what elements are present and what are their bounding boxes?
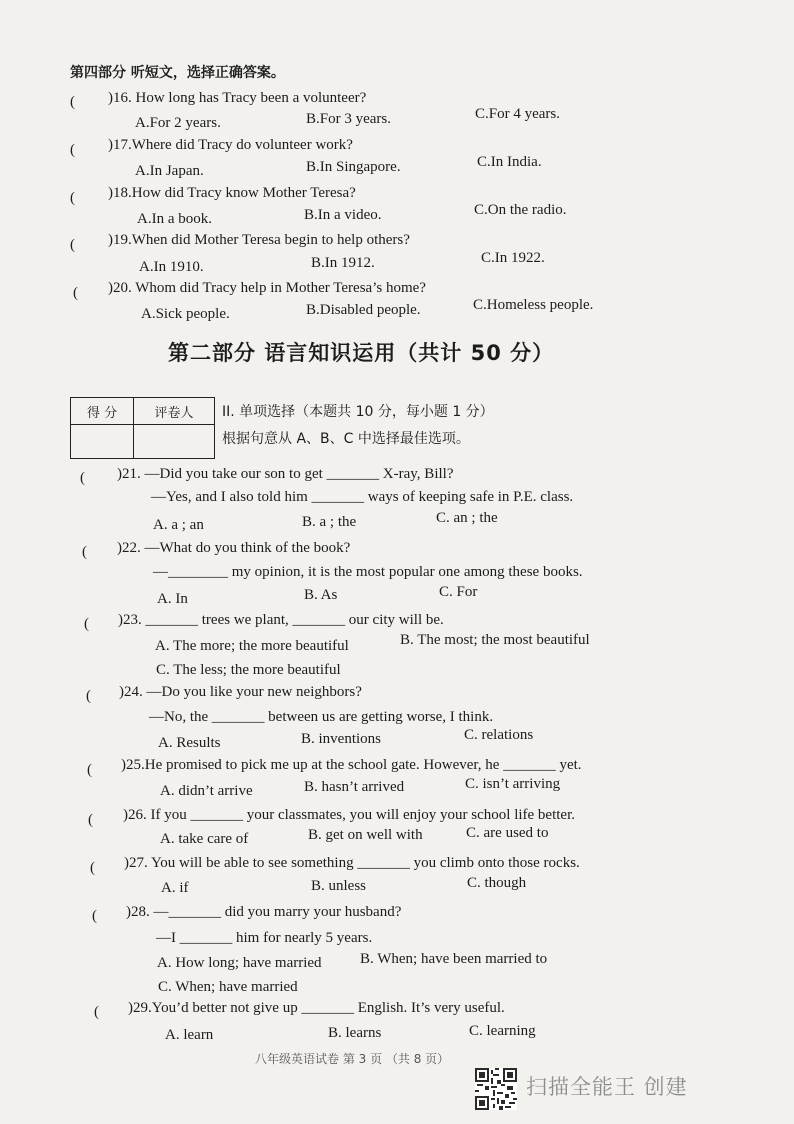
question-19-stem: )19.When did Mother Teresa begin to help others? (108, 232, 410, 248)
question-23-option-c: C. The less; the more beautiful (156, 662, 341, 678)
question-23-option-a: A. The more; the more beautiful (155, 638, 349, 654)
question-21-option-c: C. an ; the (436, 510, 498, 526)
question-25-option-b: B. hasn’t arrived (304, 779, 405, 795)
grader-cell (134, 425, 215, 459)
question-27-line1: )27. You will be able to see something _______ you climb onto those rocks. (124, 855, 580, 871)
question-24-option-c: C. relations (464, 727, 534, 743)
question-19-option-a: A.In 1910. (139, 259, 204, 275)
question-18-option-c: C.On the radio. (474, 202, 567, 218)
question-22-option-c: C. For (439, 584, 478, 600)
question-19-option-b: B.In 1912. (311, 255, 375, 271)
answer-paren: ( (82, 544, 87, 560)
answer-paren: ( (87, 762, 92, 778)
question-29-option-a: A. learn (165, 1027, 214, 1043)
question-27-option-c: C. though (467, 875, 527, 891)
question-18-option-a: A.In a book. (137, 211, 212, 227)
question-26-line1: )26. If you _______ your classmates, you will enjoy your school life better. (123, 807, 575, 823)
section2-heading: II. 单项选择（本题共 10 分，每小题 1 分） (222, 404, 494, 420)
score-table (70, 397, 215, 459)
answer-paren: ( (70, 142, 75, 158)
score-cell (71, 425, 134, 459)
question-27-option-a: A. if (161, 880, 189, 896)
question-26-option-c: C. are used to (466, 825, 549, 841)
question-25-option-a: A. didn’t arrive (160, 783, 253, 799)
question-24-option-b: B. inventions (301, 731, 382, 747)
question-25-line1: )25.He promised to pick me up at the school gate. However, he _______ yet. (121, 757, 582, 773)
question-16-option-a: A.For 2 years. (135, 115, 221, 131)
answer-paren: ( (90, 860, 95, 876)
page-footer: 八年级英语试卷 第 3 页 （共 8 页） (255, 1052, 450, 1066)
answer-paren: ( (94, 1004, 99, 1020)
question-28-option-b: B. When; have been married to (360, 951, 548, 967)
question-25-option-c: C. isn’t arriving (465, 776, 561, 792)
question-18-stem: )18.How did Tracy know Mother Teresa? (108, 185, 356, 201)
question-29-line1: )29.You’d better not give up _______ English. It’s very useful. (128, 1000, 505, 1016)
question-28-option-a: A. How long; have married (157, 955, 322, 971)
section2-instruction: 根据句意从 A、B、C 中选择最佳选项。 (222, 431, 470, 447)
question-28-line1: )28. —_______ did you marry your husband? (126, 904, 402, 920)
answer-paren: ( (86, 688, 91, 704)
question-23-option-b: B. The most; the most beautiful (400, 632, 590, 648)
scanner-watermark: 扫描全能王 创建 (526, 1075, 688, 1099)
question-21-line1: )21. —Did you take our son to get _______ X-ray, Bill? (117, 466, 454, 482)
qr-code-icon (475, 1068, 517, 1110)
question-17-option-a: A.In Japan. (135, 163, 204, 179)
question-28-option-c: C. When; have married (158, 979, 298, 995)
answer-paren: ( (70, 237, 75, 253)
question-18-option-b: B.In a video. (304, 207, 382, 223)
question-19-option-c: C.In 1922. (481, 250, 545, 266)
question-26-option-a: A. take care of (160, 831, 249, 847)
question-22-option-b: B. As (304, 587, 338, 603)
question-16-option-c: C.For 4 years. (475, 106, 560, 122)
question-20-stem: )20. Whom did Tracy help in Mother Teresa’s home? (108, 280, 426, 296)
grader-header: 评卷人 (134, 398, 215, 425)
question-28-line2: —I _______ him for nearly 5 years. (156, 930, 373, 946)
question-22-line1: )22. —What do you think of the book? (117, 540, 351, 556)
question-29-option-b: B. learns (328, 1025, 382, 1041)
question-17-option-b: B.In Singapore. (306, 159, 401, 175)
answer-paren: ( (70, 190, 75, 206)
answer-paren: ( (92, 908, 97, 924)
question-16-stem: )16. How long has Tracy been a volunteer? (108, 90, 367, 106)
question-22-option-a: A. In (157, 591, 188, 607)
question-21-option-b: B. a ; the (302, 514, 357, 530)
answer-paren: ( (88, 812, 93, 828)
answer-paren: ( (73, 285, 78, 301)
question-24-option-a: A. Results (158, 735, 221, 751)
question-20-option-a: A.Sick people. (141, 306, 230, 322)
question-29-option-c: C. learning (469, 1023, 536, 1039)
question-21-line2: —Yes, and I also told him _______ ways of keeping safe in P.E. class. (151, 489, 574, 505)
question-17-stem: )17.Where did Tracy do volunteer work? (108, 137, 353, 153)
answer-paren: ( (84, 616, 89, 632)
question-20-option-c: C.Homeless people. (473, 297, 594, 313)
question-23-line1: )23. _______ trees we plant, _______ our city will be. (118, 612, 444, 628)
section4-heading: 第四部分 听短文，选择正确答案。 (70, 65, 285, 81)
question-20-option-b: B.Disabled people. (306, 302, 421, 318)
question-24-line1: )24. —Do you like your new neighbors? (119, 684, 362, 700)
question-21-option-a: A. a ; an (153, 517, 204, 533)
score-header: 得 分 (71, 398, 134, 425)
question-17-option-c: C.In India. (477, 154, 542, 170)
question-26-option-b: B. get on well with (308, 827, 423, 843)
question-22-line2: —________ my opinion, it is the most popular one among these books. (153, 564, 583, 580)
answer-paren: ( (80, 470, 85, 486)
question-16-option-b: B.For 3 years. (306, 111, 391, 127)
question-27-option-b: B. unless (311, 878, 367, 894)
question-24-line2: —No, the _______ between us are getting worse, I think. (149, 709, 494, 725)
answer-paren: ( (70, 94, 75, 110)
part2-title: 第二部分 语言知识运用（共计 50 分） (168, 341, 555, 365)
